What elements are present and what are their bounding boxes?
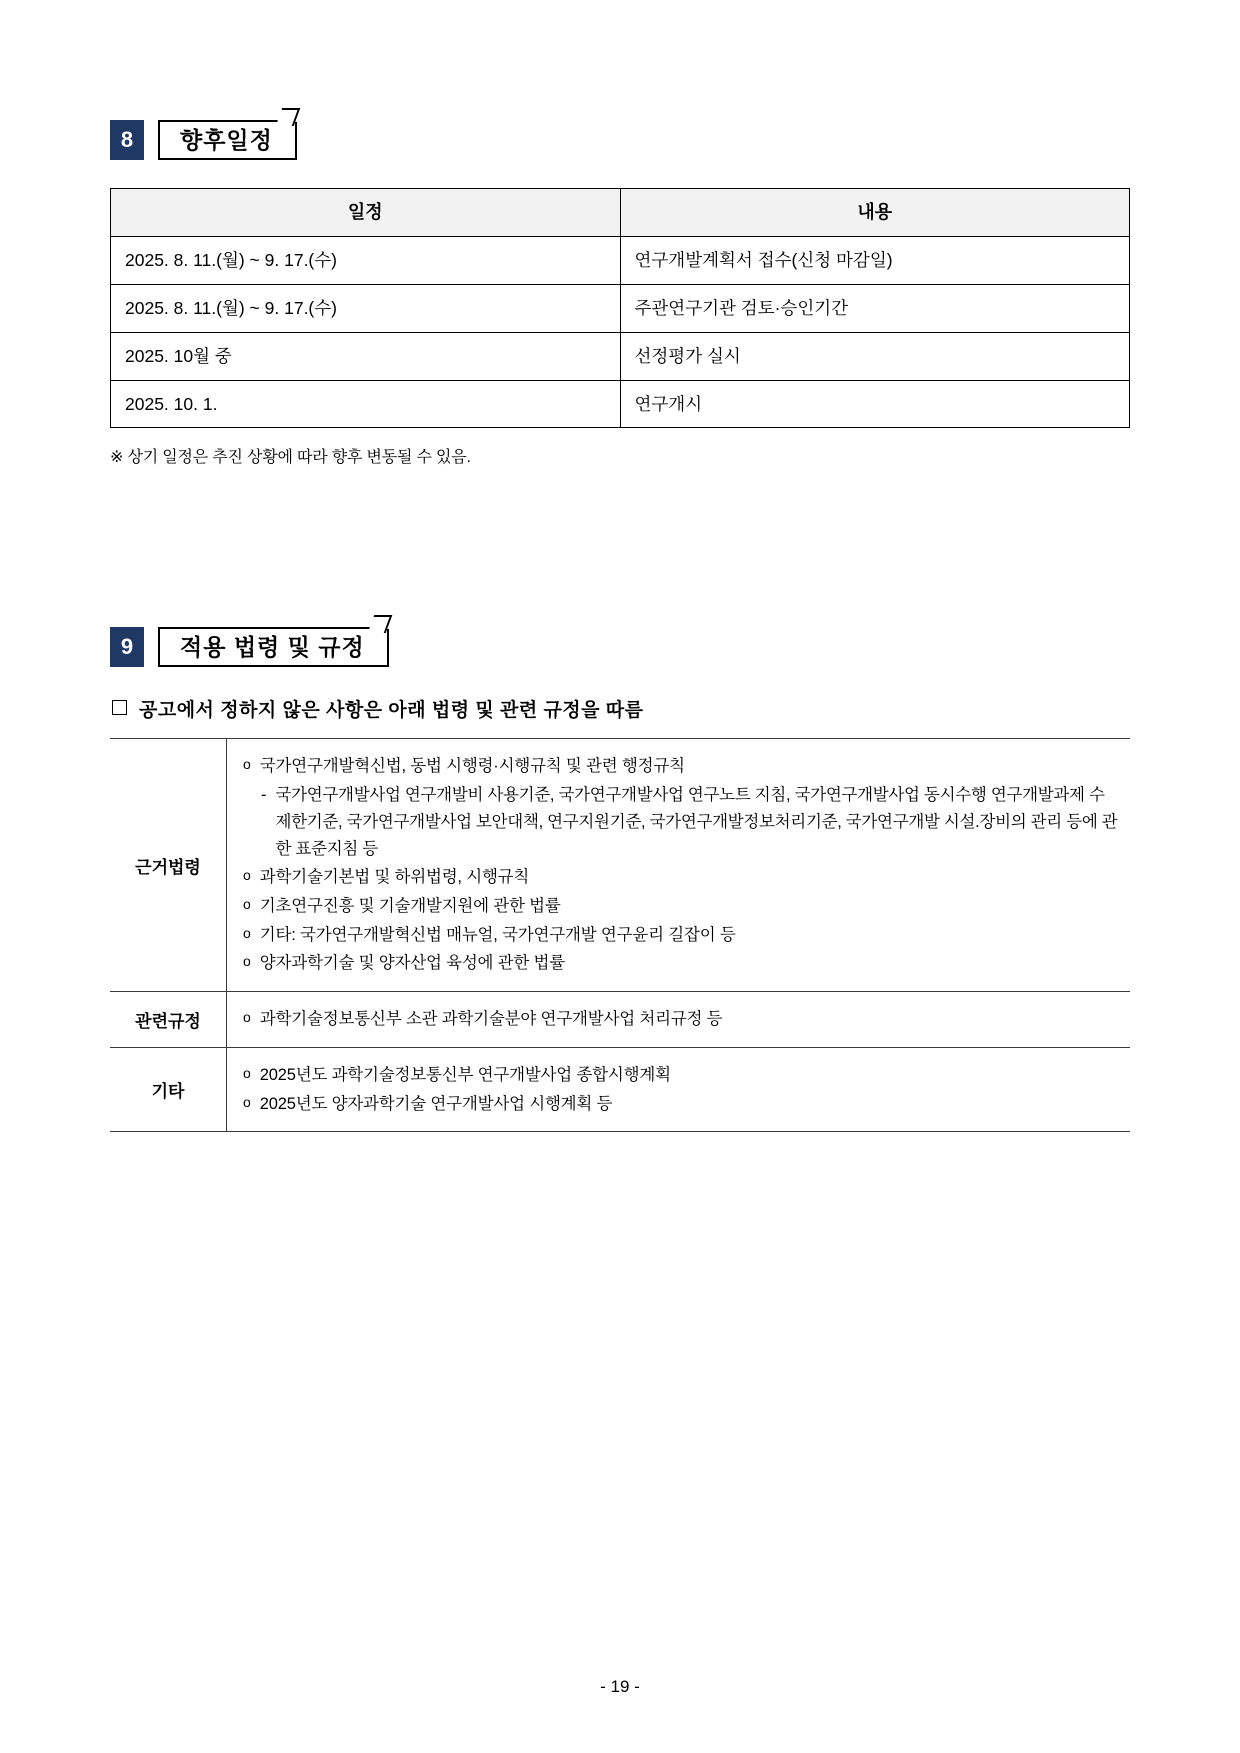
circle-bullet-icon: o — [243, 1093, 251, 1110]
table-row — [110, 992, 1130, 1048]
section-9-title: 적용 법령 및 규정 — [180, 633, 365, 660]
section-9-heading — [110, 627, 1130, 667]
circle-bullet-icon: o — [243, 1009, 251, 1026]
section-8-title: 향후일정 — [180, 126, 273, 153]
list-item-text: 2025년도 과학기술정보통신부 연구개발사업 종합시행계획 — [259, 1065, 671, 1084]
list-item-text: 과학기술기본법 및 하위법령, 시행규칙 — [259, 868, 530, 887]
page-number: - 19 - — [600, 1677, 640, 1696]
list-item — [243, 1062, 1120, 1089]
cell-schedule-date: 2025. 10월 중 — [111, 332, 621, 380]
laws-table — [110, 738, 1130, 1132]
list-item-text: 2025년도 양자과학기술 연구개발사업 시행계획 등 — [259, 1094, 613, 1113]
section-9-lead-text: 공고에서 정하지 않은 사항은 아래 법령 및 관련 규정을 따름 — [139, 700, 644, 722]
list-item — [243, 1006, 1120, 1033]
section-9-number: 9 — [110, 627, 144, 667]
list-item — [261, 782, 1120, 862]
schedule-table — [110, 188, 1130, 428]
cell-schedule-content: 연구개발계획서 접수(신청 마감일) — [620, 237, 1130, 285]
column-header-content: 내용 — [620, 189, 1130, 237]
list-item-text: 기초연구진흥 및 기술개발지원에 관한 법률 — [259, 896, 561, 915]
table-row — [111, 285, 1130, 333]
column-header-schedule: 일정 — [111, 189, 621, 237]
list-item — [243, 753, 1120, 780]
list-item-text: 국가연구개발사업 연구개발비 사용기준, 국가연구개발사업 연구노트 지침, 국가연구개발사업 동시수행 연구개발과제 수 제한기준, 국가연구개발사업 보안대책, 연구지원기준, 국가연구개발정보처리기준, 국가연구개발 시설.장비의 관리 등에 관한 표준지침 등 — [275, 786, 1118, 858]
cell-schedule-content: 연구개시 — [620, 380, 1130, 428]
list-item-text: 과학기술정보통신부 소관 과학기술분야 연구개발사업 처리규정 등 — [259, 1010, 723, 1029]
dash-bullet-icon: - — [261, 786, 267, 805]
cell-schedule-date: 2025. 10. 1. — [111, 380, 621, 428]
list-item-text: 기타: 국가연구개발혁신법 매뉴얼, 국가연구개발 연구윤리 길잡이 등 — [259, 925, 736, 944]
cell-schedule-content: 주관연구기관 검토·승인기간 — [620, 285, 1130, 333]
row-content-related-rules — [227, 992, 1131, 1048]
section-8-heading — [110, 120, 1130, 160]
row-content-etc — [227, 1047, 1131, 1131]
table-header-row — [111, 189, 1130, 237]
table-row — [110, 1047, 1130, 1131]
list-item — [243, 864, 1120, 891]
list-item-text: 양자과학기술 및 양자산업 육성에 관한 법률 — [259, 954, 566, 973]
list-item — [243, 950, 1120, 977]
list-item-text: 국가연구개발혁신법, 동법 시행령·시행규칙 및 관련 행정규칙 — [259, 757, 685, 776]
circle-bullet-icon: o — [243, 1064, 251, 1081]
cell-schedule-date: 2025. 8. 11.(월) ~ 9. 17.(수) — [111, 237, 621, 285]
list-item — [243, 893, 1120, 920]
schedule-note: ※ 상기 일정은 추진 상황에 따라 향후 변동될 수 있음. — [110, 449, 471, 467]
table-row — [111, 237, 1130, 285]
circle-bullet-icon: o — [243, 953, 251, 970]
list-item — [243, 922, 1120, 949]
table-row — [111, 332, 1130, 380]
section-9-title-box — [158, 627, 389, 667]
square-bullet-icon — [112, 700, 127, 715]
circle-bullet-icon: o — [243, 756, 251, 773]
section-8-number: 8 — [110, 120, 144, 160]
cell-schedule-content: 선정평가 실시 — [620, 332, 1130, 380]
section-9-lead — [112, 695, 1130, 722]
section-8-title-box — [158, 120, 297, 160]
circle-bullet-icon: o — [243, 924, 251, 941]
list-item — [243, 1091, 1120, 1118]
row-label-basis-laws: 근거법령 — [110, 739, 227, 992]
row-content-basis-laws — [227, 739, 1131, 992]
cell-schedule-date: 2025. 8. 11.(월) ~ 9. 17.(수) — [111, 285, 621, 333]
circle-bullet-icon: o — [243, 867, 251, 884]
row-label-etc: 기타 — [110, 1047, 227, 1131]
section-spacer — [110, 467, 1130, 627]
table-row — [111, 380, 1130, 428]
row-label-related-rules: 관련규정 — [110, 992, 227, 1048]
table-row — [110, 739, 1130, 992]
circle-bullet-icon: o — [243, 895, 251, 912]
